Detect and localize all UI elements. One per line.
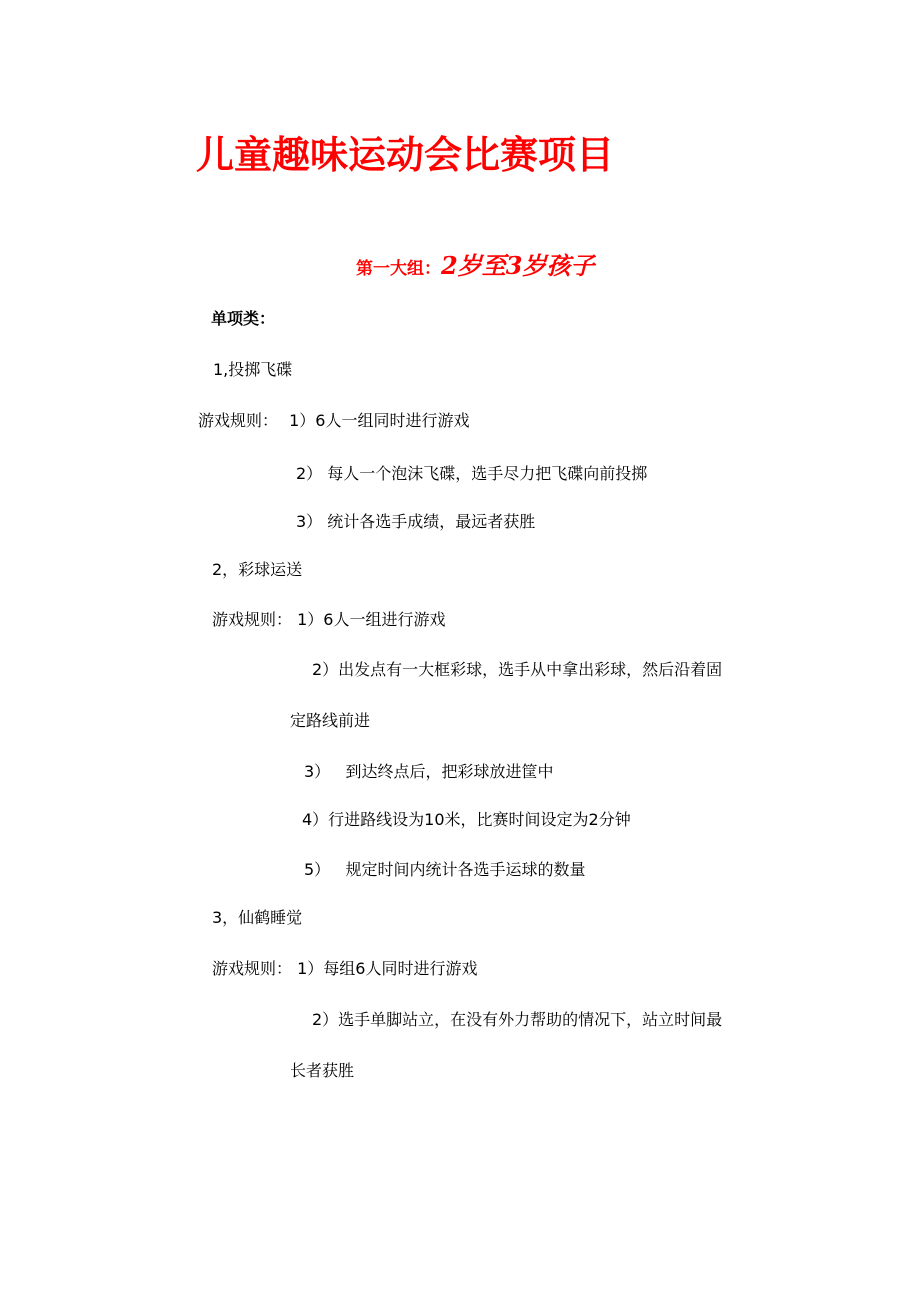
event-title: 1,投掷飞碟: [213, 360, 293, 379]
event-title: 2，彩球运送: [212, 560, 303, 579]
rule-item: 2）选手单脚站立，在没有外力帮助的情况下，站立时间最: [312, 1010, 723, 1029]
rules-line: [212, 959, 477, 979]
rule-item: 5） 规定时间内统计各选手运球的数量: [304, 860, 586, 879]
document-title: 儿童趣味运动会比赛项目: [196, 133, 615, 177]
rule-item: 3） 到达终点后，把彩球放进筐中: [304, 762, 554, 781]
rule-item: 1）6人一组进行游戏: [297, 610, 446, 629]
group-heading-prefix: 第一大组：: [356, 259, 441, 279]
category-heading: 单项类：: [211, 309, 276, 328]
rules-line: [212, 610, 445, 630]
rule-item: 3） 统计各选手成绩，最远者获胜: [296, 512, 536, 531]
rule-item-continuation: 定路线前进: [290, 711, 371, 730]
rule-item-continuation: 长者获胜: [290, 1061, 355, 1080]
rules-line: [198, 411, 469, 431]
group-heading: [356, 251, 594, 284]
rule-item: 1）6人一组同时进行游戏: [289, 411, 470, 430]
rules-label: 游戏规则：: [212, 610, 293, 629]
rule-item: 2） 每人一个泡沫飞碟，选手尽力把飞碟向前投掷: [296, 464, 648, 483]
rule-item: 4）行进路线设为10米，比赛时间设定为2分钟: [302, 810, 631, 829]
rule-item: 1）每组6人同时进行游戏: [297, 959, 478, 978]
event-title: 3，仙鹤睡觉: [212, 908, 303, 927]
group-heading-age-range: 2岁至3岁孩子: [441, 251, 595, 280]
rules-label: 游戏规则：: [198, 411, 279, 430]
rule-item: 2）出发点有一大框彩球，选手从中拿出彩球，然后沿着固: [312, 660, 723, 679]
rules-label: 游戏规则：: [212, 959, 293, 978]
